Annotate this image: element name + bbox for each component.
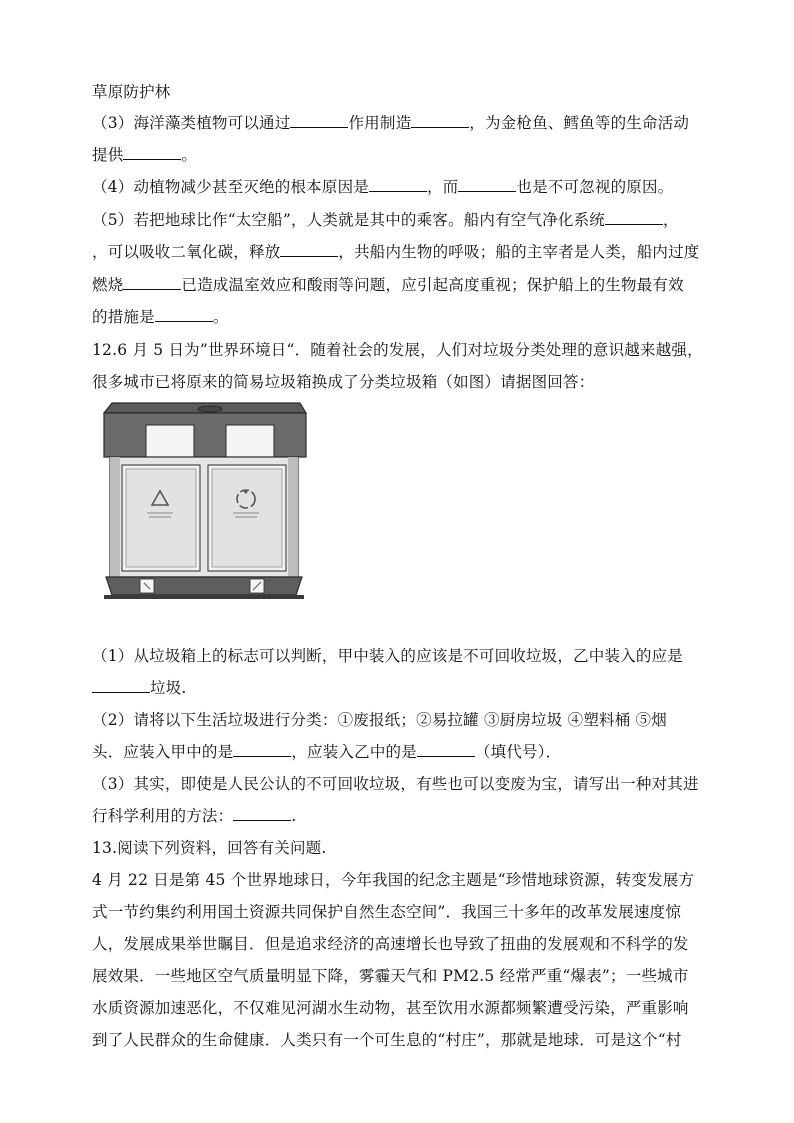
text-fragment: 展效果．一些地区空气质量明显下降，雾霾天气和 PM2.5 经常严重“爆表”；一些城市 <box>92 967 689 985</box>
answer-blank[interactable] <box>155 307 213 322</box>
text-fragment: ，为金枪鱼、鳕鱼等的生命活动 <box>469 114 690 132</box>
problem-12-q2-line-1 <box>92 710 712 730</box>
text-fragment: ，应装入乙中的是 <box>291 743 417 761</box>
text-fragment: ，而 <box>426 178 459 196</box>
text-fragment: ，可以吸收二氧化碳，释放 <box>92 243 281 261</box>
text-fragment: 人，发展成果举世瞩目．但是追求经济的高速增长也导致了扭曲的发展观和不科学的发 <box>92 935 689 953</box>
text-fragment: （5）若把地球比作“太空船”，人类就是其中的乘客。船内有空气净化系统 <box>92 211 606 229</box>
text-fragment: 垃圾. <box>150 679 187 697</box>
answer-blank[interactable] <box>605 210 663 225</box>
question-5-line-3 <box>92 275 712 295</box>
problem-13-paragraph-line <box>92 934 712 954</box>
problem-12-q3-line-2 <box>92 806 712 826</box>
text-fragment: （3）海洋藻类植物可以通过 <box>92 114 291 132</box>
text-fragment: 头．应装入甲中的是 <box>92 743 234 761</box>
answer-blank[interactable] <box>411 113 469 128</box>
text-fragment: （1）从垃圾箱上的标志可以判断，甲中装入的应该是不可回收垃圾，乙中装入的应是 <box>92 647 683 665</box>
text-fragment: 作用制造 <box>348 114 412 132</box>
problem-12-line-1 <box>92 340 712 360</box>
text-fragment: （3）其实，即使是人民公认的不可回收垃圾，有些也可以变废为宝，请写出一种对其进 <box>92 775 699 793</box>
text-fragment: （2）请将以下生活垃圾进行分类：①废报纸；②易拉罐 ③厨房垃圾 ④塑料桶 ⑤烟 <box>92 711 667 729</box>
problem-13-paragraph-line <box>92 870 712 890</box>
problem-13-paragraph-line <box>92 1030 712 1050</box>
text-fragment: 草原防护林 <box>92 83 171 101</box>
answer-blank[interactable] <box>369 177 427 192</box>
text-fragment: 水质资源加速恶化，不仅难见河湖水生动物，甚至饮用水源都频繁遭受污染，严重影响 <box>92 999 689 1017</box>
text-fragment: 。 <box>212 308 229 326</box>
trash-bin-illustration <box>100 395 308 625</box>
problem-12-q1-line-2 <box>92 678 712 698</box>
answer-blank[interactable] <box>458 177 516 192</box>
problem-12-line-2 <box>92 372 712 392</box>
question-5-line-1 <box>92 210 712 230</box>
question-5-line-2 <box>92 242 712 262</box>
problem-13-paragraph-line <box>92 902 712 922</box>
text-fragment: . <box>291 807 297 825</box>
answer-blank[interactable] <box>92 678 150 693</box>
problem-13-paragraph-line <box>92 998 712 1018</box>
text-fragment: 4 月 22 日是第 45 个世界地球日，今年我国的纪念主题是“珍惜地球资源，转变发展方 <box>92 871 695 889</box>
text-fragment: （填代号）． <box>474 743 562 761</box>
question-3-line-2 <box>92 145 712 165</box>
problem-12-q3-line-1 <box>92 774 712 794</box>
text-fragment: ，共船内生物的呼吸；船的主宰者是人类，船内过度 <box>338 243 700 261</box>
text-fragment: 的措施是 <box>92 308 155 326</box>
answer-blank[interactable] <box>123 145 181 160</box>
text-fragment: 也是不可忽视的原因。 <box>516 178 674 196</box>
problem-13-paragraph-line <box>92 966 712 986</box>
question-3-line-1 <box>92 113 712 133</box>
answer-blank[interactable] <box>290 113 348 128</box>
text-fragment: 燃烧 <box>92 276 124 294</box>
answer-blank[interactable] <box>280 242 338 257</box>
text-fragment: 。 <box>181 146 198 164</box>
text-fragment: ， <box>663 211 679 229</box>
text-fragment: 行科学利用的方法： <box>92 807 234 825</box>
answer-blank[interactable] <box>233 742 291 757</box>
text-fragment: 式一节约集约利用国土资源共同保护自然生态空间”．我国三十多年的改革发展速度惊 <box>92 903 682 921</box>
text-fragment: 提供 <box>92 146 124 164</box>
problem-12-q2-line-2 <box>92 742 712 762</box>
answer-blank[interactable] <box>123 275 181 290</box>
text-fragment: 已造成温室效应和酸雨等问题，应引起高度重视；保护船上的生物最有效 <box>181 276 684 294</box>
problem-12-q1-line-1 <box>92 646 712 666</box>
answer-blank[interactable] <box>417 742 475 757</box>
text-fragment: 12.6 月 5 日为”世界环境日“．随着社会的发展，人们对垃圾分类处理的意识越来越强， <box>92 341 703 359</box>
answer-blank[interactable] <box>233 806 291 821</box>
sorting-trash-bin-figure <box>100 395 308 625</box>
text-fragment: 13.阅读下列资料，回答有关问题. <box>92 839 327 857</box>
question-4-line <box>92 177 712 197</box>
problem-13-title <box>92 838 712 858</box>
text-fragment: 很多城市已将原来的简易垃圾箱换成了分类垃圾箱（如图）请据图回答： <box>92 373 595 391</box>
text-fragment: 到了人民群众的生命健康．人类只有一个可生息的“村庄”，那就是地球．可是这个“村 <box>92 1031 682 1049</box>
text-line <box>92 82 712 102</box>
question-5-line-4 <box>92 307 712 327</box>
text-fragment: （4）动植物减少甚至灭绝的根本原因是 <box>92 178 369 196</box>
